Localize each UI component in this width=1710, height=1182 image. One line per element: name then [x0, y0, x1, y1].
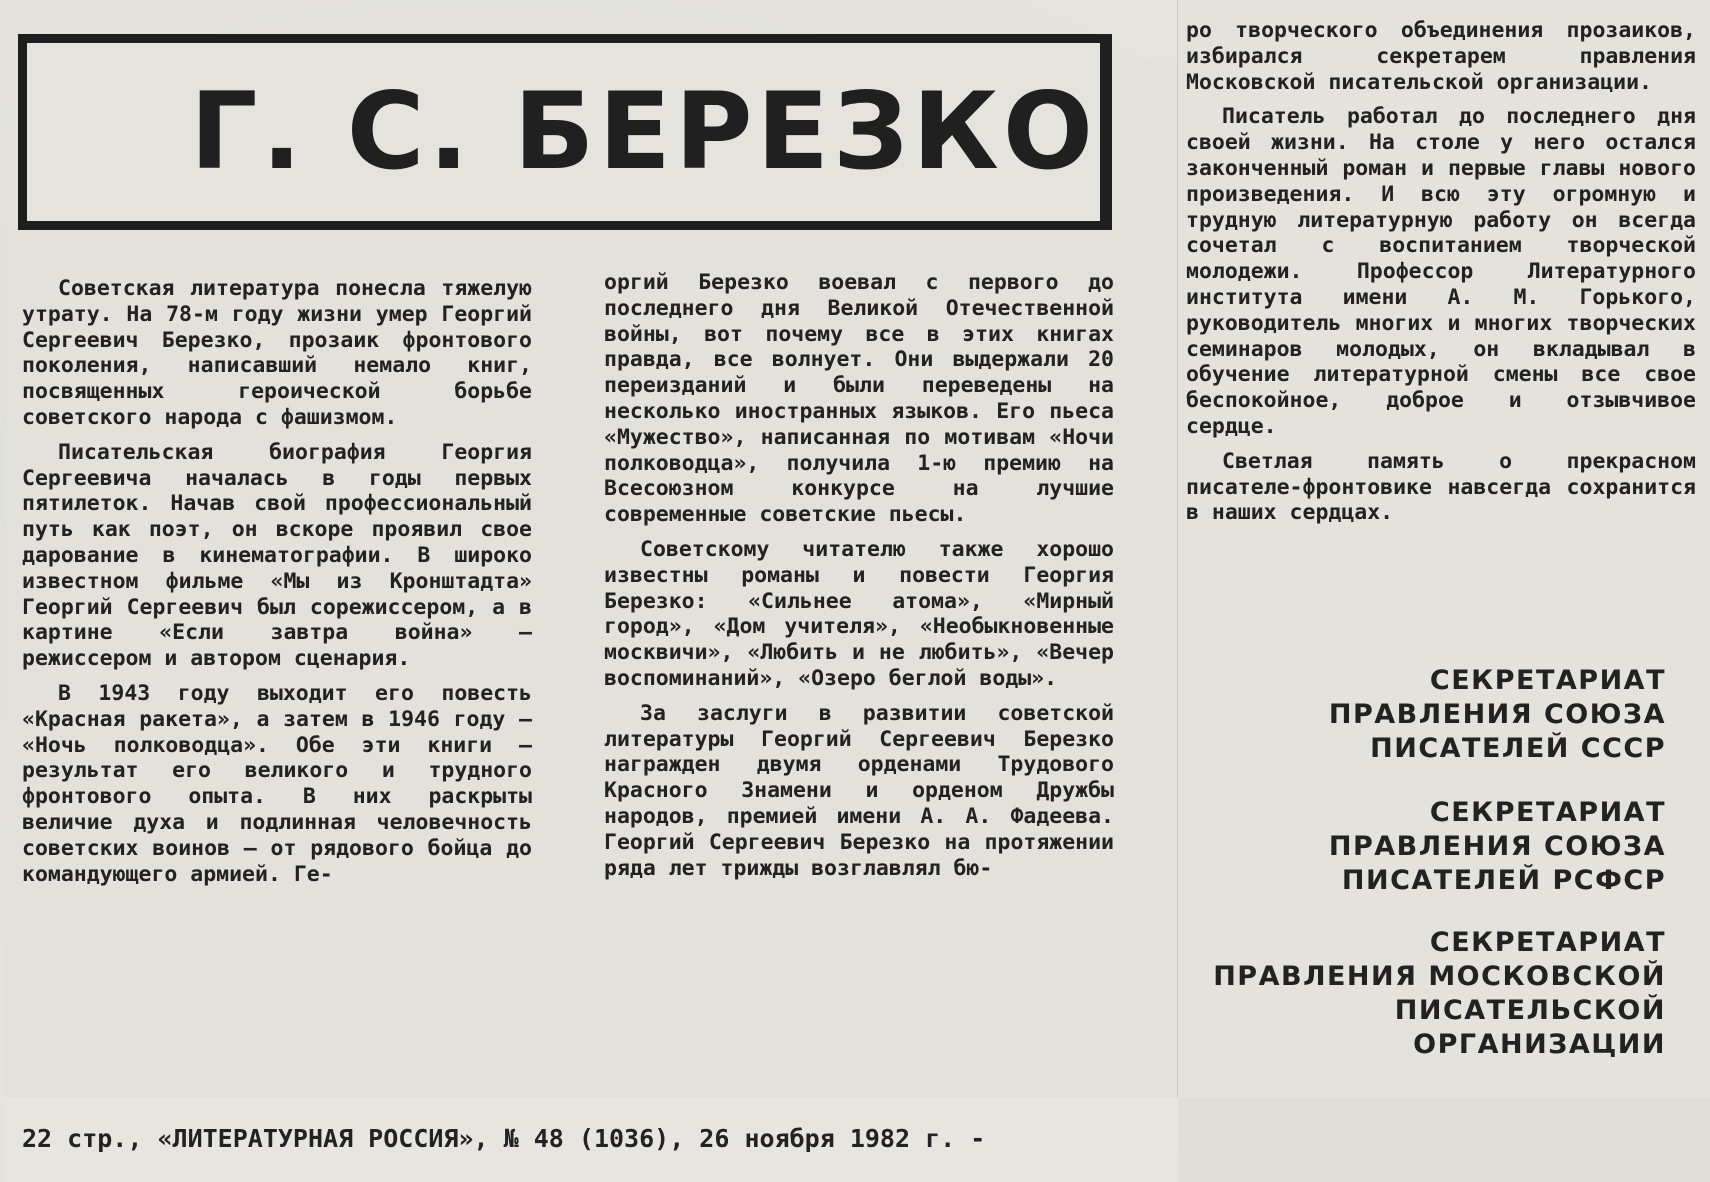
signature-block-ussr [1146, 664, 1666, 766]
signature-line: ПИСАТЕЛЕЙ СССР [1370, 733, 1666, 764]
article-column-2 [604, 270, 1114, 890]
signature-line: СЕКРЕТАРИАТ [1429, 665, 1666, 696]
signature-block-rsfsr [1146, 796, 1666, 898]
article-column-3 [1186, 18, 1696, 535]
publication-footer: 22 стр., «ЛИТЕРАТУРНАЯ РОССИЯ», № 48 (1036), 26 ноября 1982 г. - [22, 1124, 986, 1153]
paragraph: Писатель работал до последнего дня своей жизни. На столе у него остался законченный роман и первые главы нового произведения. И всю эту огромную и трудную литературную работу он всегда сочетал с воспитанием творческой молодежи. Профессор Литературного института имени А. М. Горького, руководитель многих и многих творческих семинаров молодых, он вкладывал в обучение литературной смены все свое беспокойное, доброе и отзывчивое сердце. [1186, 104, 1696, 439]
article-column-1 [22, 276, 532, 896]
signature-line: ПРАВЛЕНИЯ МОСКОВСКОЙ [1213, 961, 1666, 992]
paragraph: Советская литература понесла тяжелую утрату. На 78-м году жизни умер Георгий Сергеевич Березко, прозаик фронтового поколения, написавший немало книг, посвященных героической борьбе советского народа с фашизмом. [22, 276, 532, 430]
paragraph: Светлая память о прекрасном писателе-фронтовике навсегда сохранится в наших сердцах. [1186, 448, 1696, 526]
signature-line: ПИСАТЕЛЬСКОЙ [1394, 995, 1666, 1026]
signature-line: ПРАВЛЕНИЯ СОЮЗА [1328, 831, 1666, 862]
signature-line: ОРГАНИЗАЦИИ [1413, 1029, 1666, 1060]
paragraph: Писательская биография Георгия Сергеевича началась в годы первых пятилеток. Начав свой профессиональный путь как поэт, он вскоре проявил свое дарование в кинематографии. В широко известном фильме «Мы из Кронштадта» Георгий Сергеевич был сорежиссером, а в картине «Если завтра война» — режиссером и автором сценария. [22, 439, 532, 672]
signature-block-moscow [1146, 926, 1666, 1062]
paragraph: В 1943 году выходит его повесть «Красная ракета», а затем в 1946 году — «Ночь полководца». Обе эти книги — результат его великого и трудного фронтового опыта. В них раскрыты величие духа и подлинная человечность советских воинов — от рядового бойца до командующего армией. Ге- [22, 680, 532, 887]
headline: Г. С. БЕРЕЗКО [190, 70, 1098, 193]
paragraph: оргий Березко воевал с первого до последнего дня Великой Отечественной войны, вот почему все в этих книгах правда, все волнует. Они выдержали 20 переизданий и были переведены на несколько иностранных языков. Его пьеса «Мужество», написанная по мотивам «Ночи полководца», получила 1-ю премию на Всесоюзном конкурсе на лучшие современные советские пьесы. [604, 270, 1114, 528]
signature-line: ПРАВЛЕНИЯ СОЮЗА [1328, 699, 1666, 730]
paragraph: ро творческого объединения прозаиков, избирался секретарем правления Московской писательской организации. [1186, 18, 1696, 95]
paragraph: За заслуги в развитии советской литературы Георгий Сергеевич Березко награжден двумя орденами Трудового Красного Знамени и орденом Дружбы народов, премией имени А. А. Фадеева. Георгий Сергеевич Березко на протяжении ряда лет трижды возглавлял бю- [604, 700, 1114, 881]
paragraph: Советскому читателю также хорошо известны романы и повести Георгия Березко: «Сильнее атома», «Мирный город», «Дом учителя», «Необыкновенные москвичи», «Любить и не любить», «Вечер воспоминаний», «Озеро беглой воды». [604, 536, 1114, 691]
signature-line: СЕКРЕТАРИАТ [1429, 797, 1666, 828]
signature-line: СЕКРЕТАРИАТ [1429, 927, 1666, 958]
signature-line: ПИСАТЕЛЕЙ РСФСР [1341, 865, 1666, 896]
